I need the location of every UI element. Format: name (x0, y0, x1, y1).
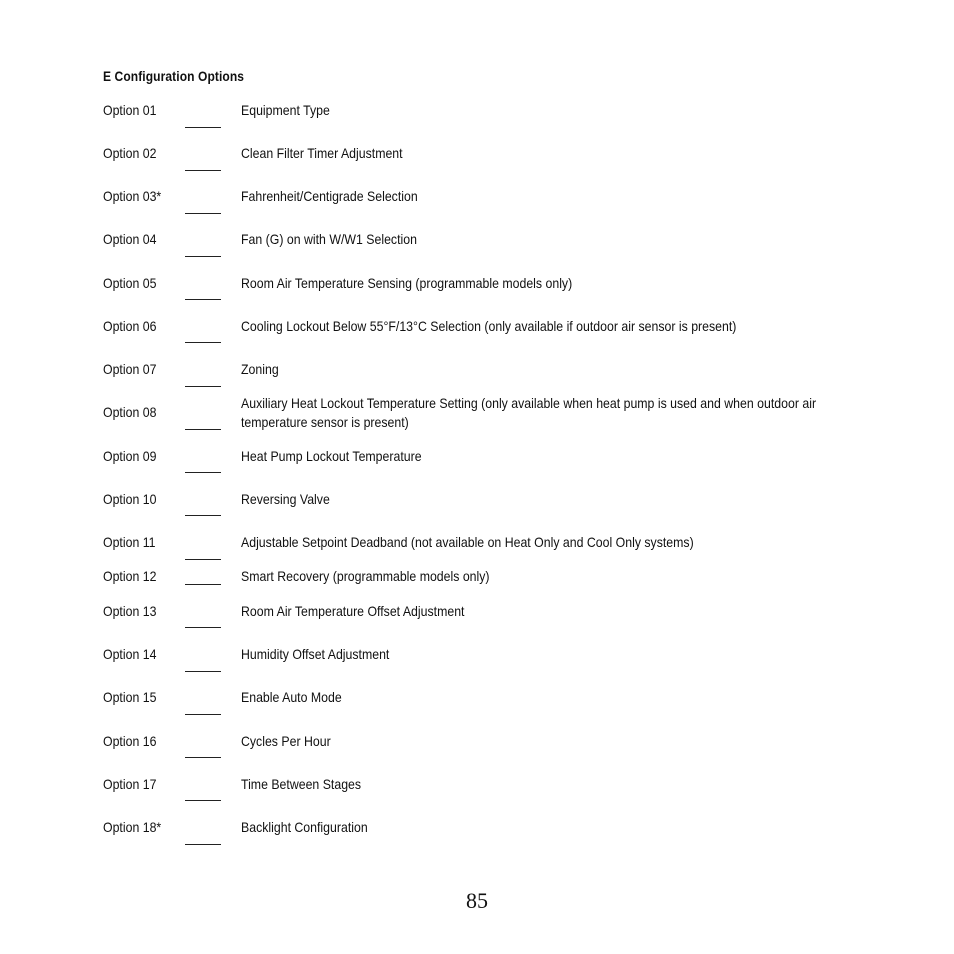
option-row (0, 645, 954, 675)
option-blank-line (185, 757, 221, 758)
option-label: Option 09 (103, 448, 157, 464)
option-description: Fan (G) on with W/W1 Selection (241, 231, 417, 247)
option-description: Fahrenheit/Centigrade Selection (241, 188, 418, 204)
option-row (0, 395, 954, 433)
option-blank-line (185, 342, 221, 343)
option-blank-line (185, 627, 221, 628)
option-label: Option 12 (103, 568, 157, 584)
option-label: Option 05 (103, 275, 157, 291)
option-blank-line (185, 472, 221, 473)
option-description: Auxiliary Heat Lockout Temperature Setting (only available when heat pump is used and when outdoor air temperature sensor is present) (241, 395, 817, 430)
option-label: Option 13 (103, 603, 157, 619)
option-blank-line (185, 299, 221, 300)
option-blank-line (185, 671, 221, 672)
option-description: Clean Filter Timer Adjustment (241, 145, 403, 161)
option-description: Zoning (241, 361, 279, 377)
option-description: Room Air Temperature Offset Adjustment (241, 603, 465, 619)
option-row (0, 533, 954, 563)
option-blank-line (185, 559, 221, 560)
option-blank-line (185, 584, 221, 585)
option-label: Option 14 (103, 646, 157, 662)
option-label: Option 08 (103, 404, 157, 420)
page-number: 85 (466, 888, 488, 913)
option-blank-line (185, 256, 221, 257)
option-row (0, 818, 954, 848)
section-heading: E Configuration Options (103, 68, 245, 84)
option-row (0, 688, 954, 718)
option-blank-line (185, 429, 221, 430)
option-blank-line (185, 213, 221, 214)
option-row (0, 187, 954, 217)
option-row (0, 775, 954, 805)
option-label: Option 07 (103, 361, 157, 377)
option-label: Option 18* (103, 819, 162, 835)
option-description: Heat Pump Lockout Temperature (241, 448, 422, 464)
option-label: Option 01 (103, 102, 157, 118)
option-description: Cooling Lockout Below 55°F/13°C Selection (only available if outdoor air sensor is present) (241, 318, 737, 334)
option-description: Equipment Type (241, 102, 330, 118)
option-row (0, 602, 954, 632)
option-label: Option 06 (103, 318, 157, 334)
option-row (0, 230, 954, 260)
option-blank-line (185, 170, 221, 171)
option-row (0, 732, 954, 762)
option-row (0, 360, 954, 390)
option-blank-line (185, 386, 221, 387)
option-description: Backlight Configuration (241, 819, 368, 835)
option-description: Adjustable Setpoint Deadband (not available on Heat Only and Cool Only systems) (241, 534, 694, 550)
option-label: Option 10 (103, 491, 157, 507)
option-row (0, 567, 954, 597)
option-blank-line (185, 515, 221, 516)
option-row (0, 101, 954, 131)
option-blank-line (185, 800, 221, 801)
option-row (0, 274, 954, 304)
option-label: Option 15 (103, 689, 157, 705)
option-description: Smart Recovery (programmable models only) (241, 568, 490, 584)
option-blank-line (185, 844, 221, 845)
option-blank-line (185, 714, 221, 715)
option-description: Reversing Valve (241, 491, 330, 507)
option-row (0, 144, 954, 174)
option-label: Option 11 (103, 534, 156, 550)
option-description: Time Between Stages (241, 776, 362, 792)
option-row (0, 447, 954, 477)
option-row (0, 317, 954, 347)
option-label: Option 02 (103, 145, 157, 161)
option-label: Option 04 (103, 231, 157, 247)
option-label: Option 03* (103, 188, 162, 204)
option-description: Cycles Per Hour (241, 733, 331, 749)
option-label: Option 16 (103, 733, 157, 749)
option-description: Humidity Offset Adjustment (241, 646, 390, 662)
option-description: Enable Auto Mode (241, 689, 342, 705)
option-row (0, 490, 954, 520)
option-label: Option 17 (103, 776, 157, 792)
option-description: Room Air Temperature Sensing (programmable models only) (241, 275, 573, 291)
option-blank-line (185, 127, 221, 128)
